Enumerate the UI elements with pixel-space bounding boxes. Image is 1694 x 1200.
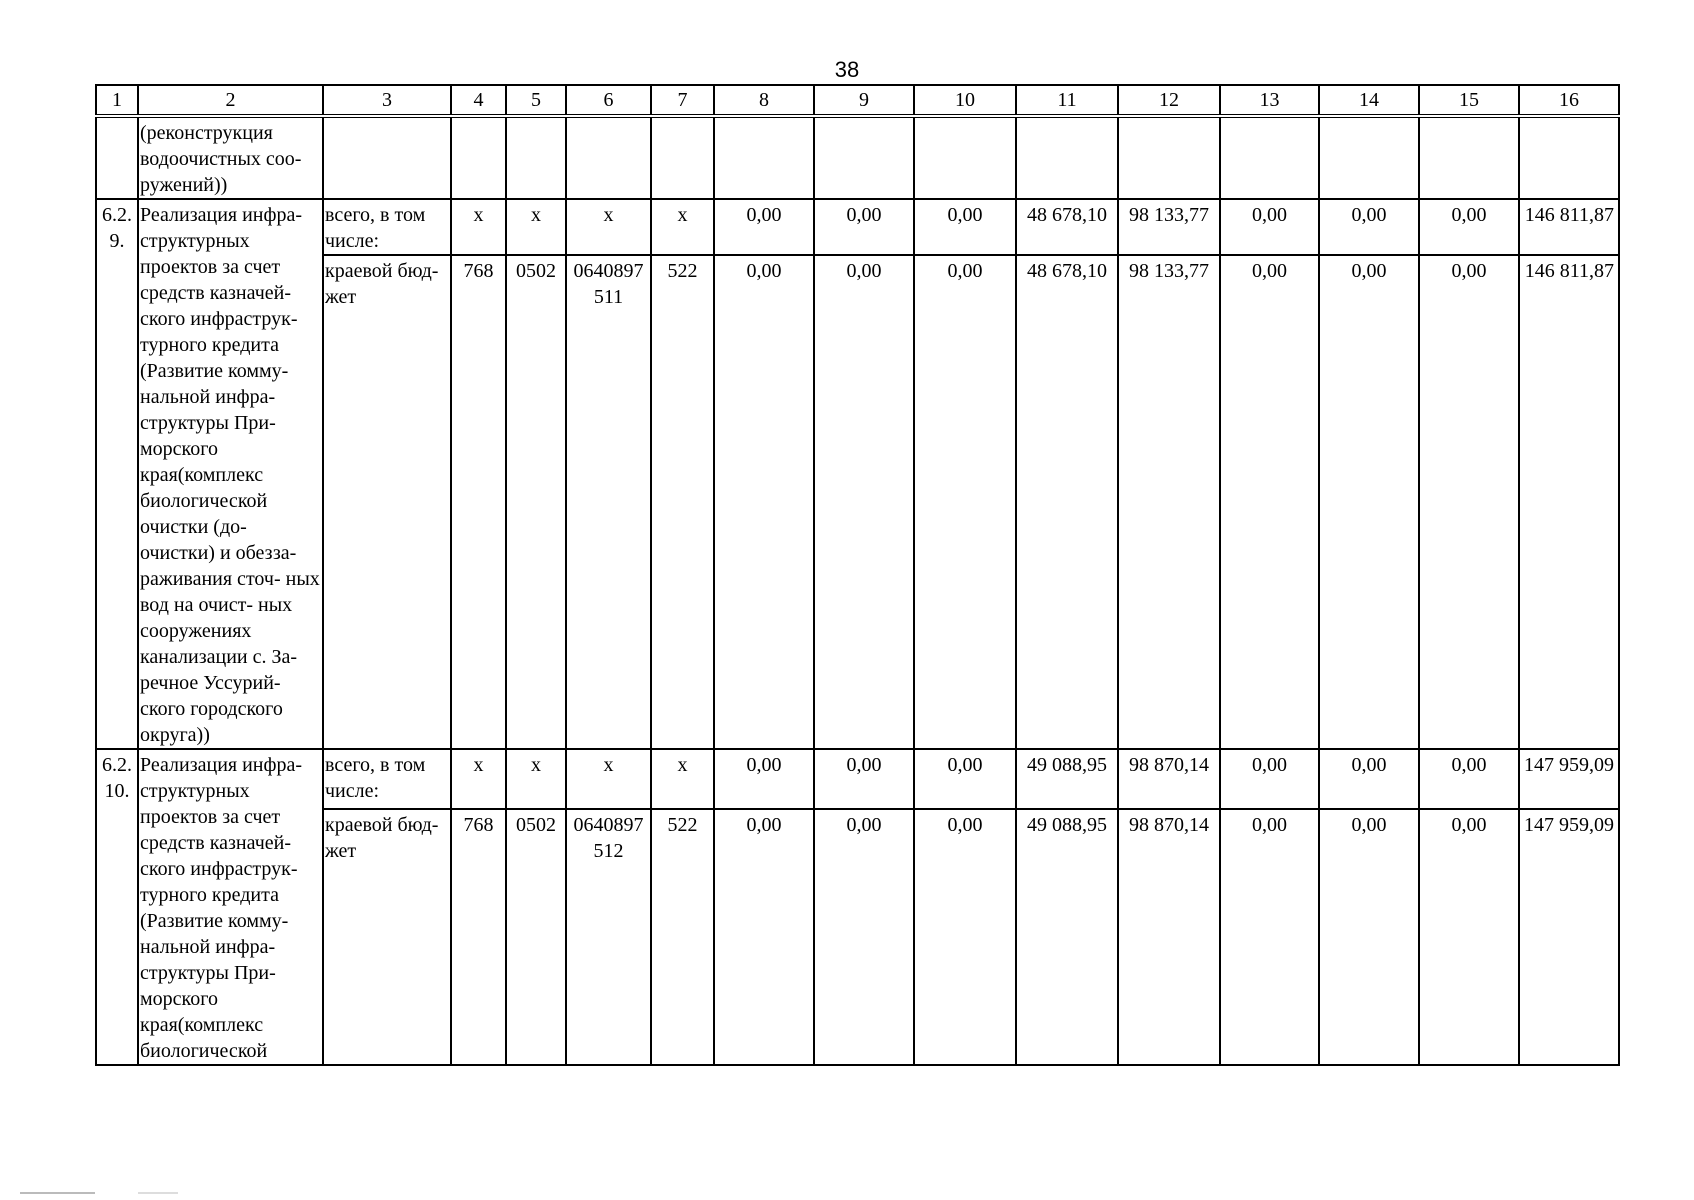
table-cell: 0,00 — [914, 255, 1016, 749]
item-name-continuation: (реконструкция водоочистных соо- ружений)) — [138, 116, 323, 199]
table-cell: 0,00 — [814, 199, 914, 255]
table-cell: 98 133,77 — [1118, 199, 1220, 255]
header-cell: 9 — [814, 85, 914, 116]
table-cell: 0,00 — [1220, 809, 1319, 1065]
table-cell: 0,00 — [714, 749, 814, 809]
table-cell: 147 959,09 — [1519, 809, 1619, 1065]
table-row — [96, 749, 1619, 809]
table-cell: 0,00 — [814, 255, 914, 749]
table-cell: 48 678,10 — [1016, 255, 1118, 749]
header-cell: 8 — [714, 85, 814, 116]
header-cell: 12 — [1118, 85, 1220, 116]
scan-artifact-line — [20, 1192, 95, 1194]
funding-source: всего, в том числе: — [323, 199, 451, 255]
table-cell: x — [651, 749, 714, 809]
header-cell: 2 — [138, 85, 323, 116]
table-cell: 0,00 — [1319, 809, 1419, 1065]
table-row — [96, 199, 1619, 255]
item-name: Реализация инфра- структурных проектов за счет средств казначей- ского инфраструк- турного кредита (Развитие комму- нальной инфра- структуры При- морского края(комплекс биологической — [138, 749, 323, 1065]
header-cell: 4 — [451, 85, 506, 116]
table-cell: 0,00 — [1220, 255, 1319, 749]
table-cell: 0,00 — [1419, 749, 1519, 809]
table-cell: x — [451, 199, 506, 255]
item-name: Реализация инфра- структурных проектов за счет средств казначей- ского инфраструк- турного кредита (Развитие комму- нальной инфра- структуры При- морского края(комплекс биологической очистки (до- очистки) и обезза- раживания сточ- ных вод на очист- ных сооружениях канализации с. За- речное Уссурий- ского городского округа)) — [138, 199, 323, 749]
table-cell: 0,00 — [1419, 255, 1519, 749]
table-cell: 0,00 — [1319, 199, 1419, 255]
header-cell: 1 — [96, 85, 138, 116]
item-number: 6.2. 9. — [96, 199, 138, 749]
page-number: 38 — [834, 57, 860, 82]
header-cell: 3 — [323, 85, 451, 116]
header-cell: 13 — [1220, 85, 1319, 116]
header-cell: 10 — [914, 85, 1016, 116]
table-cell: 146 811,87 — [1519, 255, 1619, 749]
table-cell: 522 — [651, 255, 714, 749]
table-cell: 0,00 — [914, 809, 1016, 1065]
table-cell: 147 959,09 — [1519, 749, 1619, 809]
header-cell: 16 — [1519, 85, 1619, 116]
table-cell: 522 — [651, 809, 714, 1065]
table-cell: 0502 — [506, 255, 566, 749]
table-cell: 48 678,10 — [1016, 199, 1118, 255]
table-cell: 0,00 — [814, 749, 914, 809]
table-cell: 98 133,77 — [1118, 255, 1220, 749]
table-cell: 98 870,14 — [1118, 749, 1220, 809]
table-cell: 0,00 — [1319, 255, 1419, 749]
table-cell: 0,00 — [714, 199, 814, 255]
header-cell: 7 — [651, 85, 714, 116]
table-cell: x — [566, 749, 651, 809]
table-cell: 0,00 — [1319, 749, 1419, 809]
header-cell: 15 — [1419, 85, 1519, 116]
table-cell: 0,00 — [1419, 199, 1519, 255]
funding-source: всего, в том числе: — [323, 749, 451, 809]
table-cell: 768 — [451, 255, 506, 749]
header-cell: 14 — [1319, 85, 1419, 116]
table-cell: x — [651, 199, 714, 255]
budget-table — [95, 84, 1620, 1066]
table-cell: 0,00 — [914, 199, 1016, 255]
table-row — [96, 255, 1619, 749]
table-cell: 0502 — [506, 809, 566, 1065]
funding-source: краевой бюд- жет — [323, 255, 451, 749]
table-cell: x — [451, 749, 506, 809]
scan-artifact-mark — [138, 1192, 178, 1194]
header-cell: 6 — [566, 85, 651, 116]
table-cell: 768 — [451, 809, 506, 1065]
table-cell: x — [566, 199, 651, 255]
header-cell: 11 — [1016, 85, 1118, 116]
table-cell: 0,00 — [714, 809, 814, 1065]
table-cell: 49 088,95 — [1016, 809, 1118, 1065]
table-cell: x — [506, 199, 566, 255]
table-row — [96, 809, 1619, 1065]
table-cell: 0,00 — [914, 749, 1016, 809]
funding-source: краевой бюд- жет — [323, 809, 451, 1065]
header-cell: 5 — [506, 85, 566, 116]
table-cell: 0,00 — [1220, 749, 1319, 809]
table-cell: 0,00 — [714, 255, 814, 749]
table-cell: 0,00 — [1419, 809, 1519, 1065]
table-cell: 0640897 511 — [566, 255, 651, 749]
table-cell: 0,00 — [1220, 199, 1319, 255]
item-number: 6.2. 10. — [96, 749, 138, 1065]
column-number-header-row — [96, 85, 1619, 116]
table-cell: 0,00 — [814, 809, 914, 1065]
table-cell: 0640897 512 — [566, 809, 651, 1065]
table-cell: x — [506, 749, 566, 809]
table-cell: 98 870,14 — [1118, 809, 1220, 1065]
table-row-continuation — [96, 116, 1619, 199]
table-cell: 49 088,95 — [1016, 749, 1118, 809]
table-cell: 146 811,87 — [1519, 199, 1619, 255]
